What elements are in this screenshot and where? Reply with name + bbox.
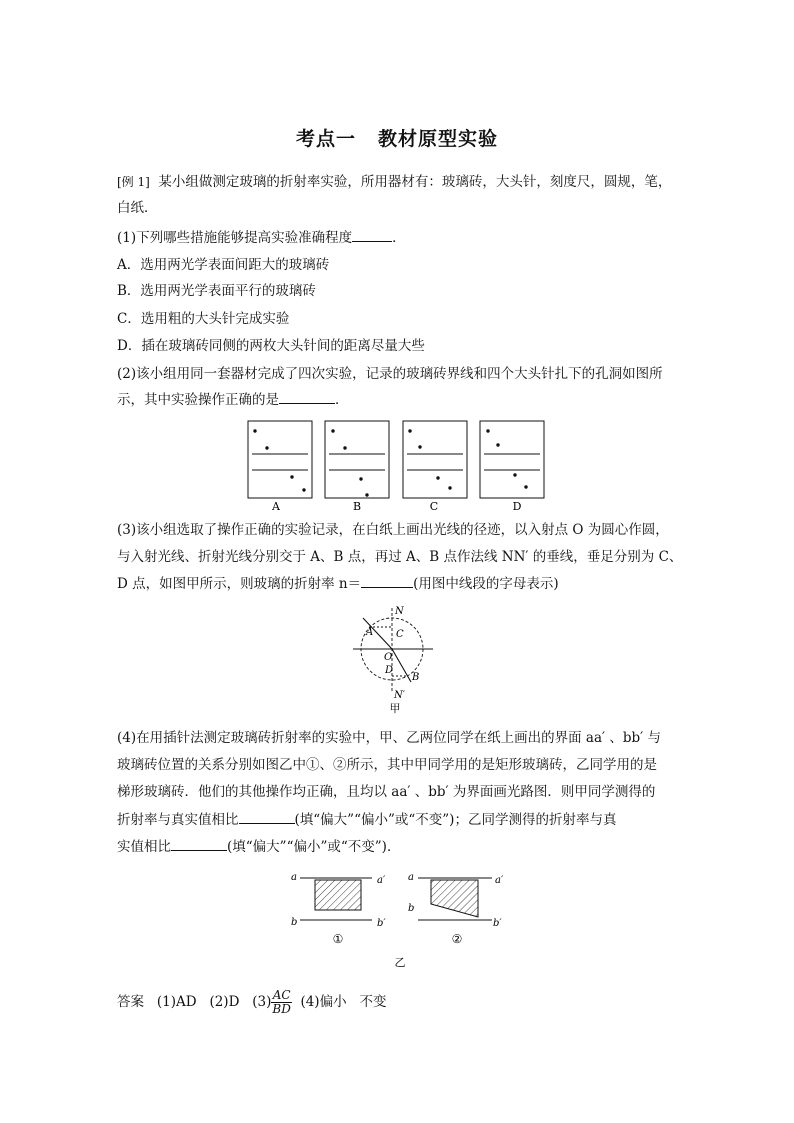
example-tag: [例 1] [117,175,150,189]
panel-a [248,421,312,513]
label-b-prime-two: b′ [493,918,502,929]
answer-part5: 不变 [359,994,387,1010]
answer-label: 答案 [117,994,144,1010]
panel-c-label: C [429,500,439,513]
panel-b [325,421,389,513]
q4-answer-blank-2 [171,838,227,851]
answer-line [117,986,386,1018]
q1-stem-text: (1)下列哪些措施能够提高实验准确程度 [117,230,353,246]
panel-c [403,421,467,513]
q4-line4-hint: (填“偏大”“偏小”或“不变”)；乙同学测得的折射率与真 [294,812,617,828]
q4-line4-text: 折射率与真实值相比 [117,812,239,828]
q3-line3-hint: (用图中线段的字母表示) [413,576,559,592]
q4-line1: (4)在用插针法测定玻璃砖折射率的实验中，甲、乙两位同学在纸上画出的界面 aa′ 、bb′ 与 [117,730,662,746]
panel-d [480,421,544,513]
q4-line5-hint: (填“偏大”“偏小”或“不变”)． [227,839,401,855]
example-intro-line2: 白纸． [117,200,158,216]
figure-jia-caption: 甲 [389,702,401,715]
q1-option-b: B．选用两光学表面平行的玻璃砖 [117,283,316,299]
label-circle-one: ① [332,932,344,946]
label-b: B [412,672,420,683]
q3-line3-text: D 点，如图甲所示，则玻璃的折射率 n＝ [117,576,362,592]
diagram-one [291,872,386,946]
q2-end: ． [335,392,349,408]
label-a: A [366,627,374,638]
example-intro-text: 某小组做测定玻璃的折射率实验，所用器材有：玻璃砖，大头针，刻度尺，圆规，笔， [158,174,672,190]
q4-line4 [117,811,616,829]
q1-option-c: C．选用粗的大头针完成实验 [117,311,290,327]
q3-line2: 与入射光线、折射光线分别交于 A、B 点，再过 A、B 点作法线 NN′ 的垂线，垂足分别为 C、 [117,549,683,565]
label-circle-two: ② [451,932,463,946]
q3-line3 [117,575,559,593]
q4-line5-text: 实值相比 [117,839,171,855]
answer-part4: (4)偏小 [300,994,347,1010]
label-a-prime-one: a′ [377,875,386,886]
q4-figure-yi [285,866,525,970]
q4-line2: 玻璃砖位置的关系分别如图乙中①、②所示，其中甲同学用的是矩形玻璃砖，乙同学用的是 [117,757,657,773]
label-b-prime-one: b′ [377,918,386,929]
label-o: O [384,652,393,663]
q2-line2-text: 示，其中实验操作正确的是 [117,392,279,408]
panel-d-label: D [512,500,522,513]
q1-option-a: A．选用两光学表面间距大的玻璃砖 [117,257,330,273]
q1-end: ． [392,230,406,246]
answer-part1: (1)AD [156,994,197,1010]
q4-line5 [117,838,400,856]
section-title-text: 教材原型实验 [378,128,499,150]
fraction-denominator: BD [272,1002,291,1016]
q1-stem [117,229,406,247]
label-a-prime-two: a′ [495,875,504,886]
diagram-two [408,872,504,946]
section-title-number: 考点一 [295,128,356,150]
label-a-one: a [291,872,297,883]
q1-answer-blank [352,229,392,242]
q2-answer-blank [279,391,335,404]
answer-part2: (2)D [209,994,240,1010]
example-intro-line1 [117,173,671,191]
q2-line2 [117,391,349,409]
q2-figure [240,418,560,514]
label-d: D [385,665,394,676]
q3-figure-jia [345,602,445,718]
q3-answer-blank [361,575,413,588]
label-b-one: b [291,917,298,928]
label-n: N [395,606,404,617]
figure-yi-caption: 乙 [394,956,406,969]
label-c: C [396,629,404,640]
section-title [0,124,794,151]
q1-option-d: D．插在玻璃砖同侧的两枚大头针间的距离尽量大些 [117,338,425,354]
q4-answer-blank-1 [239,811,295,824]
answer-fraction [271,989,291,1016]
q2-line1: (2)该小组用同一套器材完成了四次实验，记录的玻璃砖界线和四个大头针扎下的孔洞如图所 [117,366,663,382]
fraction-numerator: AC [272,988,291,1002]
label-n-prime: N′ [394,690,406,701]
answer-part3: (3) [252,994,272,1010]
label-a-two: a [408,872,414,883]
q3-line1: (3)该小组选取了操作正确的实验记录，在白纸上画出光线的径迹，以入射点 O 为圆心作圆， [117,522,669,538]
label-b-two: b [408,903,415,914]
panel-a-label: A [272,500,280,513]
q4-line3: 梯形玻璃砖．他们的其他操作均正确，且均以 aa′ 、bb′ 为界面画光路图．则甲同学测得的 [117,784,656,800]
panel-b-label: B [352,500,362,513]
